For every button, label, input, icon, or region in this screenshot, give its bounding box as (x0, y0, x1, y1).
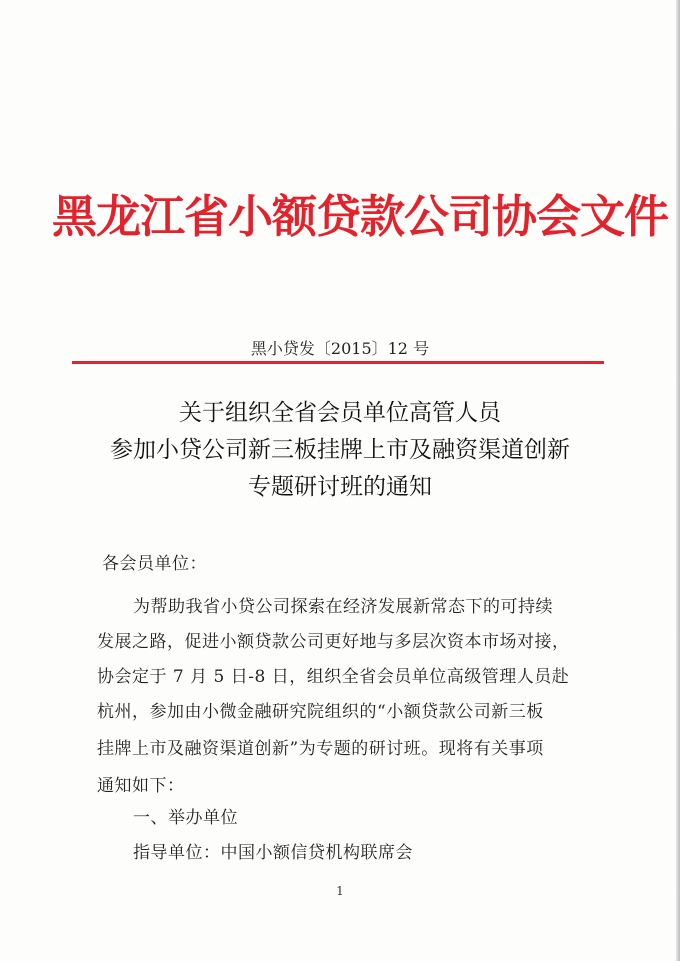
scan-edge-shadow (676, 0, 680, 961)
body-line: 发展之路，促进小额贷款公司更好地与多层次资本市场对接， (97, 632, 570, 652)
notice-title-line-3: 专题研讨班的通知 (248, 474, 432, 500)
guiding-unit-line: 指导单位：中国小额信贷机构联席会 (133, 843, 413, 863)
red-separator-line (72, 361, 604, 364)
document-number: 黑小贷发〔2015〕12 号 (250, 339, 430, 358)
salutation: 各会员单位： (102, 554, 207, 574)
notice-title-line-2: 参加小贷公司新三板挂牌上市及融资渠道创新 (110, 437, 570, 463)
body-line: 为帮助我省小贷公司探索在经济发展新常态下的可持续 (133, 597, 553, 617)
body-line: 杭州，参加由小微金融研究院组织的“小额贷款公司新三板 (97, 702, 544, 722)
section-heading: 一、举办单位 (133, 808, 238, 828)
body-line: 挂牌上市及融资渠道创新”为专题的研讨班。现将有关事项 (97, 739, 544, 759)
page-number: 1 (336, 884, 344, 898)
notice-title-line-1: 关于组织全省会员单位高管人员 (179, 400, 501, 426)
body-line: 通知如下： (97, 776, 185, 796)
body-line: 协会定于 7 月 5 日-8 日，组织全省会员单位高级管理人员赴 (97, 667, 570, 687)
org-document-header: 黑龙江省小额贷款公司协会文件 (52, 190, 669, 243)
